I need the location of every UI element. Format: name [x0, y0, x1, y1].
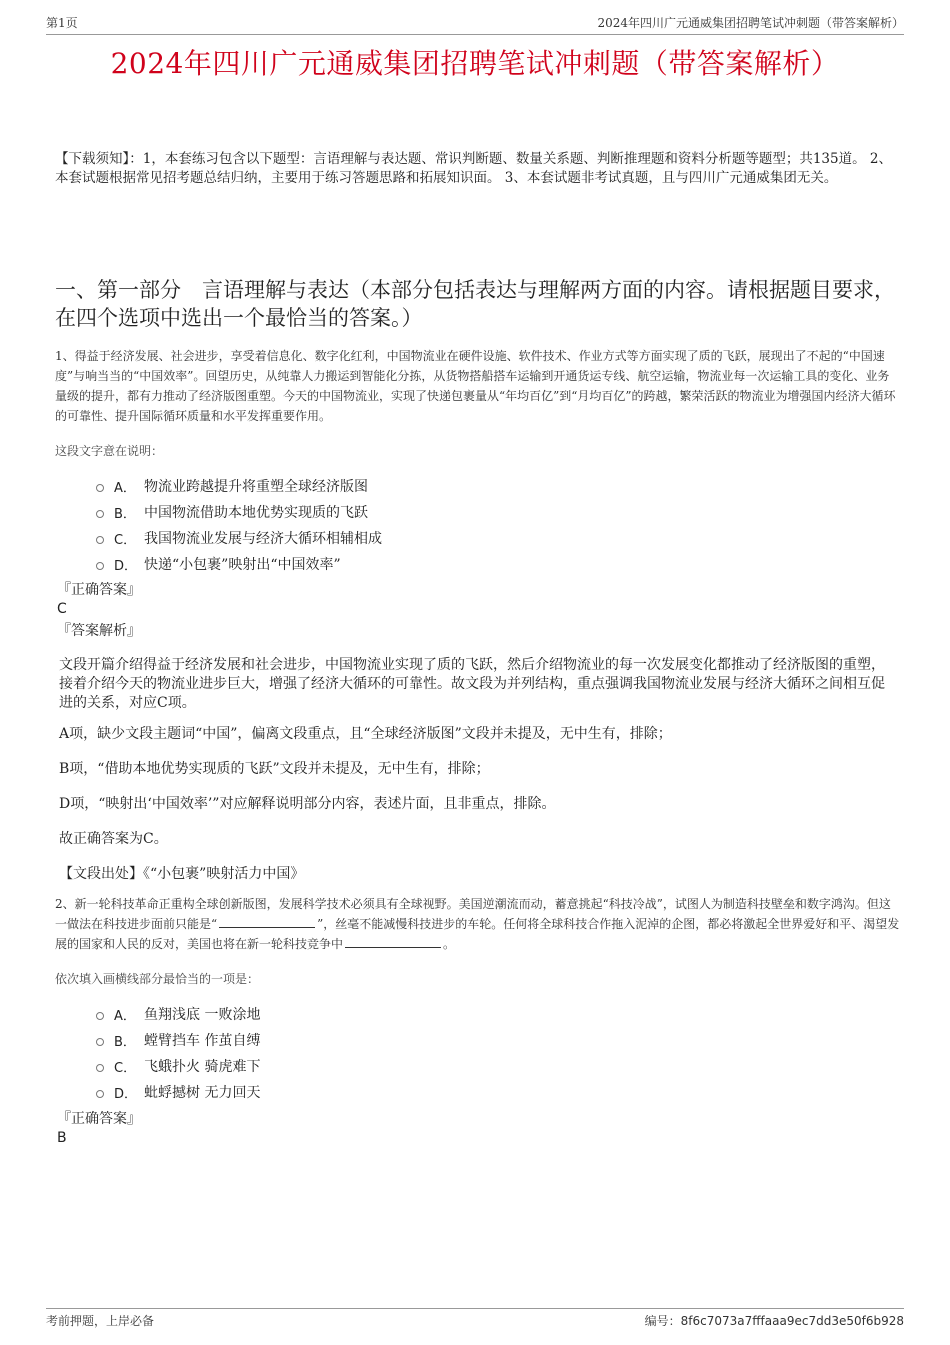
- question-1-answer: C: [57, 601, 67, 617]
- question-1-prompt: 这段文字意在说明：: [55, 444, 164, 458]
- download-notice: 【下载须知】：1，本套练习包含以下题型：言语理解与表达题、常识判断题、数量关系题、判断推理题和资料分析题等题型；共135道。 2、本套试题根据常见招考题总结归纳，主要用于练习答题思路和拓展知识面。 3、本套试题非考试真题，且与四川广元通威集团无关。: [55, 151, 892, 186]
- option-text: 鱼翔浅底 一败涂地: [144, 1007, 261, 1023]
- question-1-analysis: [59, 656, 889, 884]
- question-1-option-c[interactable]: [96, 525, 796, 551]
- option-text: 中国物流借助本地优势实现质的飞跃: [144, 505, 368, 521]
- question-2-stem-part3: 。: [443, 937, 456, 951]
- option-text: 螳臂挡车 作茧自缚: [144, 1033, 261, 1049]
- correct-answer-label: 『正确答案』: [57, 582, 141, 598]
- option-text: 蚍蜉撼树 无力回天: [144, 1085, 261, 1101]
- footer-code-label: 编号：: [644, 1313, 681, 1328]
- question-2-stem-part2: ”，丝毫不能减慢科技进步的车轮。任何将全球科技合作拖入泥淖的企图，都必将激起全世界爱好和平、渴望发展的国家和人民的反对，美国也将在新一轮科技竞争中: [55, 917, 900, 951]
- option-letter: D．: [114, 1086, 138, 1102]
- radio-icon[interactable]: [96, 510, 104, 518]
- option-text: 快递“小包裹”映射出“中国效率”: [144, 557, 341, 573]
- question-1-option-b[interactable]: [96, 499, 796, 525]
- option-text: 我国物流业发展与经济大循环相辅相成: [144, 531, 382, 547]
- radio-icon[interactable]: [96, 484, 104, 492]
- option-letter: A．: [114, 480, 136, 496]
- option-letter: B．: [114, 1034, 136, 1050]
- question-1-options: [96, 473, 796, 577]
- page-footer: [46, 1308, 904, 1331]
- option-letter: C．: [114, 532, 137, 548]
- option-text: 物流业跨越提升将重塑全球经济版图: [144, 479, 368, 495]
- radio-icon[interactable]: [96, 536, 104, 544]
- question-1-stem-block: [55, 346, 900, 426]
- analysis-paragraph: D项，“映射出‘中国效率’”对应解释说明部分内容，表述片面，且非重点，排除。: [59, 796, 556, 812]
- fill-blank-1[interactable]: [219, 915, 315, 928]
- radio-icon[interactable]: [96, 1012, 104, 1020]
- radio-icon[interactable]: [96, 1038, 104, 1046]
- question-2-option-a[interactable]: [96, 1001, 796, 1027]
- question-2-options: [96, 1001, 796, 1105]
- analysis-paragraph: A项，缺少文段主题词“中国”，偏离文段重点，且“全球经济版图”文段并未提及，无中生有，排除；: [59, 726, 672, 742]
- section-heading: 一、第一部分 言语理解与表达（本部分包括表达与理解两方面的内容。请根据题目要求，在四个选项中选出一个最恰当的答案。）: [55, 278, 895, 330]
- radio-icon[interactable]: [96, 562, 104, 570]
- page-header: [46, 14, 904, 35]
- question-2-option-d[interactable]: [96, 1079, 796, 1105]
- option-letter: C．: [114, 1060, 137, 1076]
- answer-analysis-label: 『答案解析』: [57, 623, 141, 639]
- question-1-answer-block: [57, 581, 902, 640]
- option-letter: B．: [114, 506, 136, 522]
- question-1-option-a[interactable]: [96, 473, 796, 499]
- question-2-stem-part1: 2、新一轮科技革命正重构全球创新版图，发展科学技术必须具有全球视野。美国逆潮流而动，蓄意挑起“科技冷战”，试图人为制造科技壁垒和数字鸿沟。但这一做法在科技进步面前只能是“: [55, 897, 891, 931]
- question-2-prompt-block: [55, 970, 900, 987]
- source-citation: 【文段出处】《“小包裹”映射活力中国》: [59, 866, 305, 882]
- document-title: 2024年四川广元通威集团招聘笔试冲刺题（带答案解析）: [110, 47, 840, 80]
- analysis-paragraph: 文段开篇介绍得益于经济发展和社会进步，中国物流业实现了质的飞跃，然后介绍物流业的每一次发展变化都推动了经济版图的重塑，接着介绍今天的物流业进步巨大，增强了经济大循环的可靠性。故文段为并列结构，重点强调我国物流业发展与经济大循环之间相互促进的关系，对应C项。: [59, 657, 885, 711]
- footer-code-value: 8f6c7073a7fffaaa9ec7dd3e50f6b928: [680, 1313, 904, 1328]
- question-2-option-c[interactable]: [96, 1053, 796, 1079]
- option-letter: D．: [114, 558, 138, 574]
- radio-icon[interactable]: [96, 1064, 104, 1072]
- radio-icon[interactable]: [96, 1090, 104, 1098]
- question-2-option-b[interactable]: [96, 1027, 796, 1053]
- header-doc-title: 2024年四川广元通威集团招聘笔试冲刺题（带答案解析）: [597, 16, 904, 30]
- question-1-prompt-block: [55, 442, 900, 459]
- question-2-prompt: 依次填入画横线部分最恰当的一项是：: [55, 972, 260, 986]
- analysis-paragraph: 故正确答案为C。: [59, 831, 168, 847]
- footer-slogan: 考前押题，上岸必备: [46, 1313, 155, 1328]
- page-number: 第1页: [46, 16, 78, 30]
- question-2-stem-block: [55, 894, 900, 954]
- question-1-option-d[interactable]: [96, 551, 796, 577]
- footer-code: [645, 1312, 904, 1329]
- question-2-stem: [55, 894, 900, 954]
- fill-blank-2[interactable]: [345, 935, 441, 948]
- question-2-answer: B: [57, 1130, 67, 1146]
- analysis-paragraph: B项，“借助本地优势实现质的飞跃”文段并未提及，无中生有，排除；: [59, 761, 490, 777]
- correct-answer-label: 『正确答案』: [57, 1111, 141, 1127]
- question-1-stem: 1、得益于经济发展、社会进步，享受着信息化、数字化红利，中国物流业在硬件设施、软件技术、作业方式等方面实现了质的飞跃，展现出了不起的“中国速度”与响当当的“中国效率”。回望历史，从纯靠人力搬运到智能化分拣，从货物搭船搭车运输到开通货运专线、航空运输，物流业每一次运输工具的变化、业务量级的提升，都有力推动了经济版图重塑。今天的中国物流业，实现了快递包裹量从“年均百亿”到“月均百亿”的跨越，繁荣活跃的物流业为增强国内经济大循环的可靠性、提升国际循环质量和水平发挥重要作用。: [55, 349, 896, 423]
- option-text: 飞蛾扑火 骑虎难下: [144, 1059, 261, 1075]
- question-2-answer-block: [57, 1110, 902, 1148]
- option-letter: A．: [114, 1008, 136, 1024]
